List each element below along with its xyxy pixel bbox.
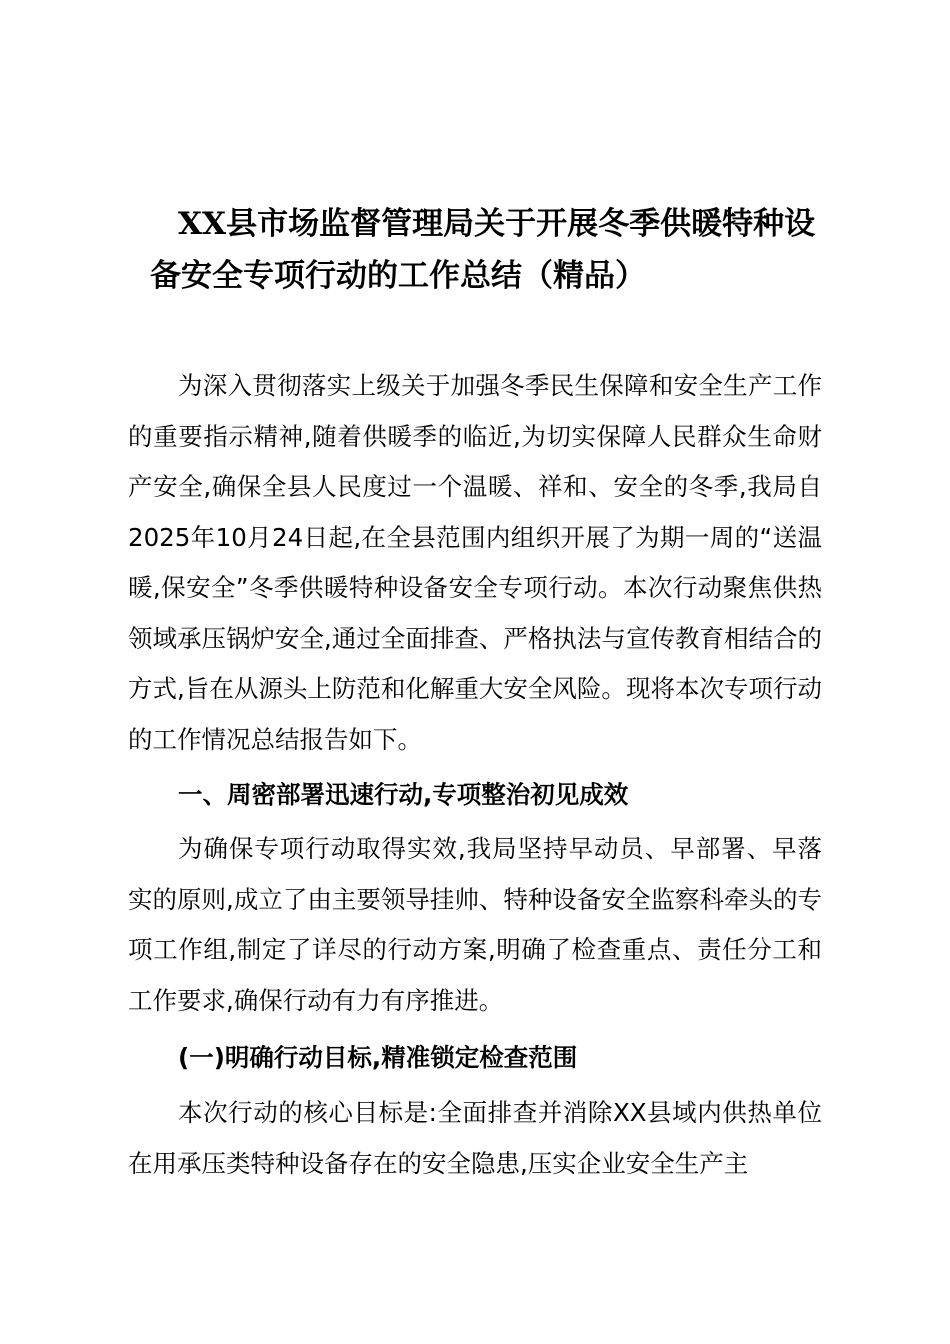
section1-paragraph: 为确保专项行动取得实效,我局坚持早动员、早部署、早落实的原则,成立了由主要领导挂帅、特种设备安全监察科牵头的专项工作组,制定了详尽的行动方案,明确了检查重点、责任分工和工作要求,确保行动有力有序推进。	[128, 834, 822, 1015]
intro-paragraph: 为深入贯彻落实上级关于加强冬季民生保障和安全生产工作的重要指示精神,随着供暖季的临近,为切实保障人民群众生命财产安全,确保全县人民度过一个温暖、祥和、安全的冬季,我局自2025年10月24日起,在全县范围内组织开展了为期一周的“送温暖,保安全”冬季供暖特种设备安全专项行动。本次行动聚焦供热领域承压锅炉安全,通过全面排查、严格执法与宣传教育相结合的方式,旨在从源头上防范和化解重大安全风险。现将本次专项行动的工作情况总结报告如下。	[128, 371, 822, 754]
subsection-heading-1: (一)明确行动目标,精准锁定检查范围	[178, 1043, 578, 1072]
document-title: XX县市场监督管理局关于开展冬季供暖特种设备安全专项行动的工作总结（精品）	[150, 206, 816, 294]
subsection1-paragraph: 本次行动的核心目标是:全面排查并消除XX县域内供热单位在用承压类特种设备存在的安全隐患,压实企业安全生产主	[128, 1098, 822, 1178]
section-heading-1: 一、周密部署迅速行动,专项整治初见成效	[178, 780, 629, 809]
